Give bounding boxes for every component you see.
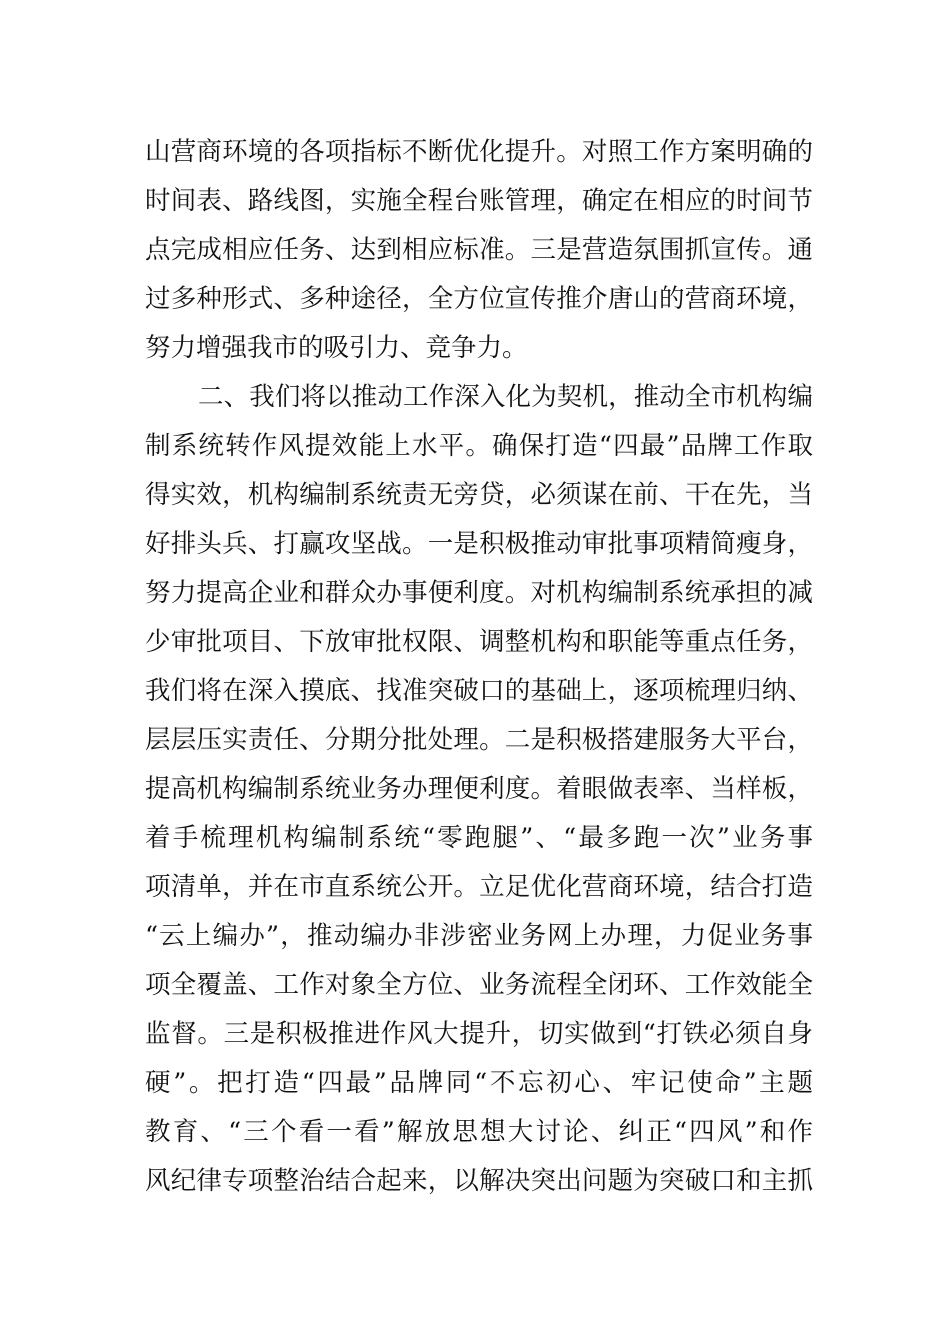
text-line: 好排头兵、打赢攻坚战。一是积极推动审批事项精简瘦身， <box>145 529 813 559</box>
text-line: 得实效，机构编制系统责无旁贷，必须谋在前、干在先，当 <box>145 480 813 510</box>
text-line: 点完成相应任务、达到相应标准。三是营造氛围抓宣传。通 <box>145 235 813 265</box>
text-line: 教育、“三个看一看”解放思想大讨论、纠正“四风”和作 <box>145 1117 813 1147</box>
text-line: 项清单，并在市直系统公开。立足优化营商环境，结合打造 <box>145 872 813 902</box>
text-line: 着手梳理机构编制系统“零跑腿”、“最多跑一次”业务事 <box>145 823 813 853</box>
paragraph-first-line: 二、我们将以推动工作深入化为契机，推动全市机构编 <box>198 382 813 412</box>
text-line: 风纪律专项整治结合起来，以解决突出问题为突破口和主抓 <box>145 1166 813 1196</box>
text-line: 制系统转作风提效能上水平。确保打造“四最”品牌工作取 <box>145 431 813 461</box>
text-line: 时间表、路线图，实施全程台账管理，确定在相应的时间节 <box>145 186 813 216</box>
text-line: 努力增强我市的吸引力、竞争力。 <box>145 333 528 363</box>
text-line: 过多种形式、多种途径，全方位宣传推介唐山的营商环境， <box>145 284 813 314</box>
text-line: “云上编办”，推动编办非涉密业务网上办理，力促业务事 <box>145 921 813 951</box>
text-line: 我们将在深入摸底、找准突破口的基础上，逐项梳理归纳、 <box>145 676 813 706</box>
text-line: 监督。三是积极推进作风大提升，切实做到“打铁必须自身 <box>145 1019 813 1049</box>
text-line: 努力提高企业和群众办事便利度。对机构编制系统承担的减 <box>145 578 813 608</box>
text-line: 层层压实责任、分期分批处理。二是积极搭建服务大平台， <box>145 725 813 755</box>
text-line: 项全覆盖、工作对象全方位、业务流程全闭环、工作效能全 <box>145 970 813 1000</box>
text-line: 提高机构编制系统业务办理便利度。着眼做表率、当样板， <box>145 774 813 804</box>
text-line: 少审批项目、下放审批权限、调整机构和职能等重点任务， <box>145 627 813 657</box>
text-line: 硬”。把打造“四最”品牌同“不忘初心、牢记使命”主题 <box>145 1068 813 1098</box>
text-line: 山营商环境的各项指标不断优化提升。对照工作方案明确的 <box>145 137 813 167</box>
